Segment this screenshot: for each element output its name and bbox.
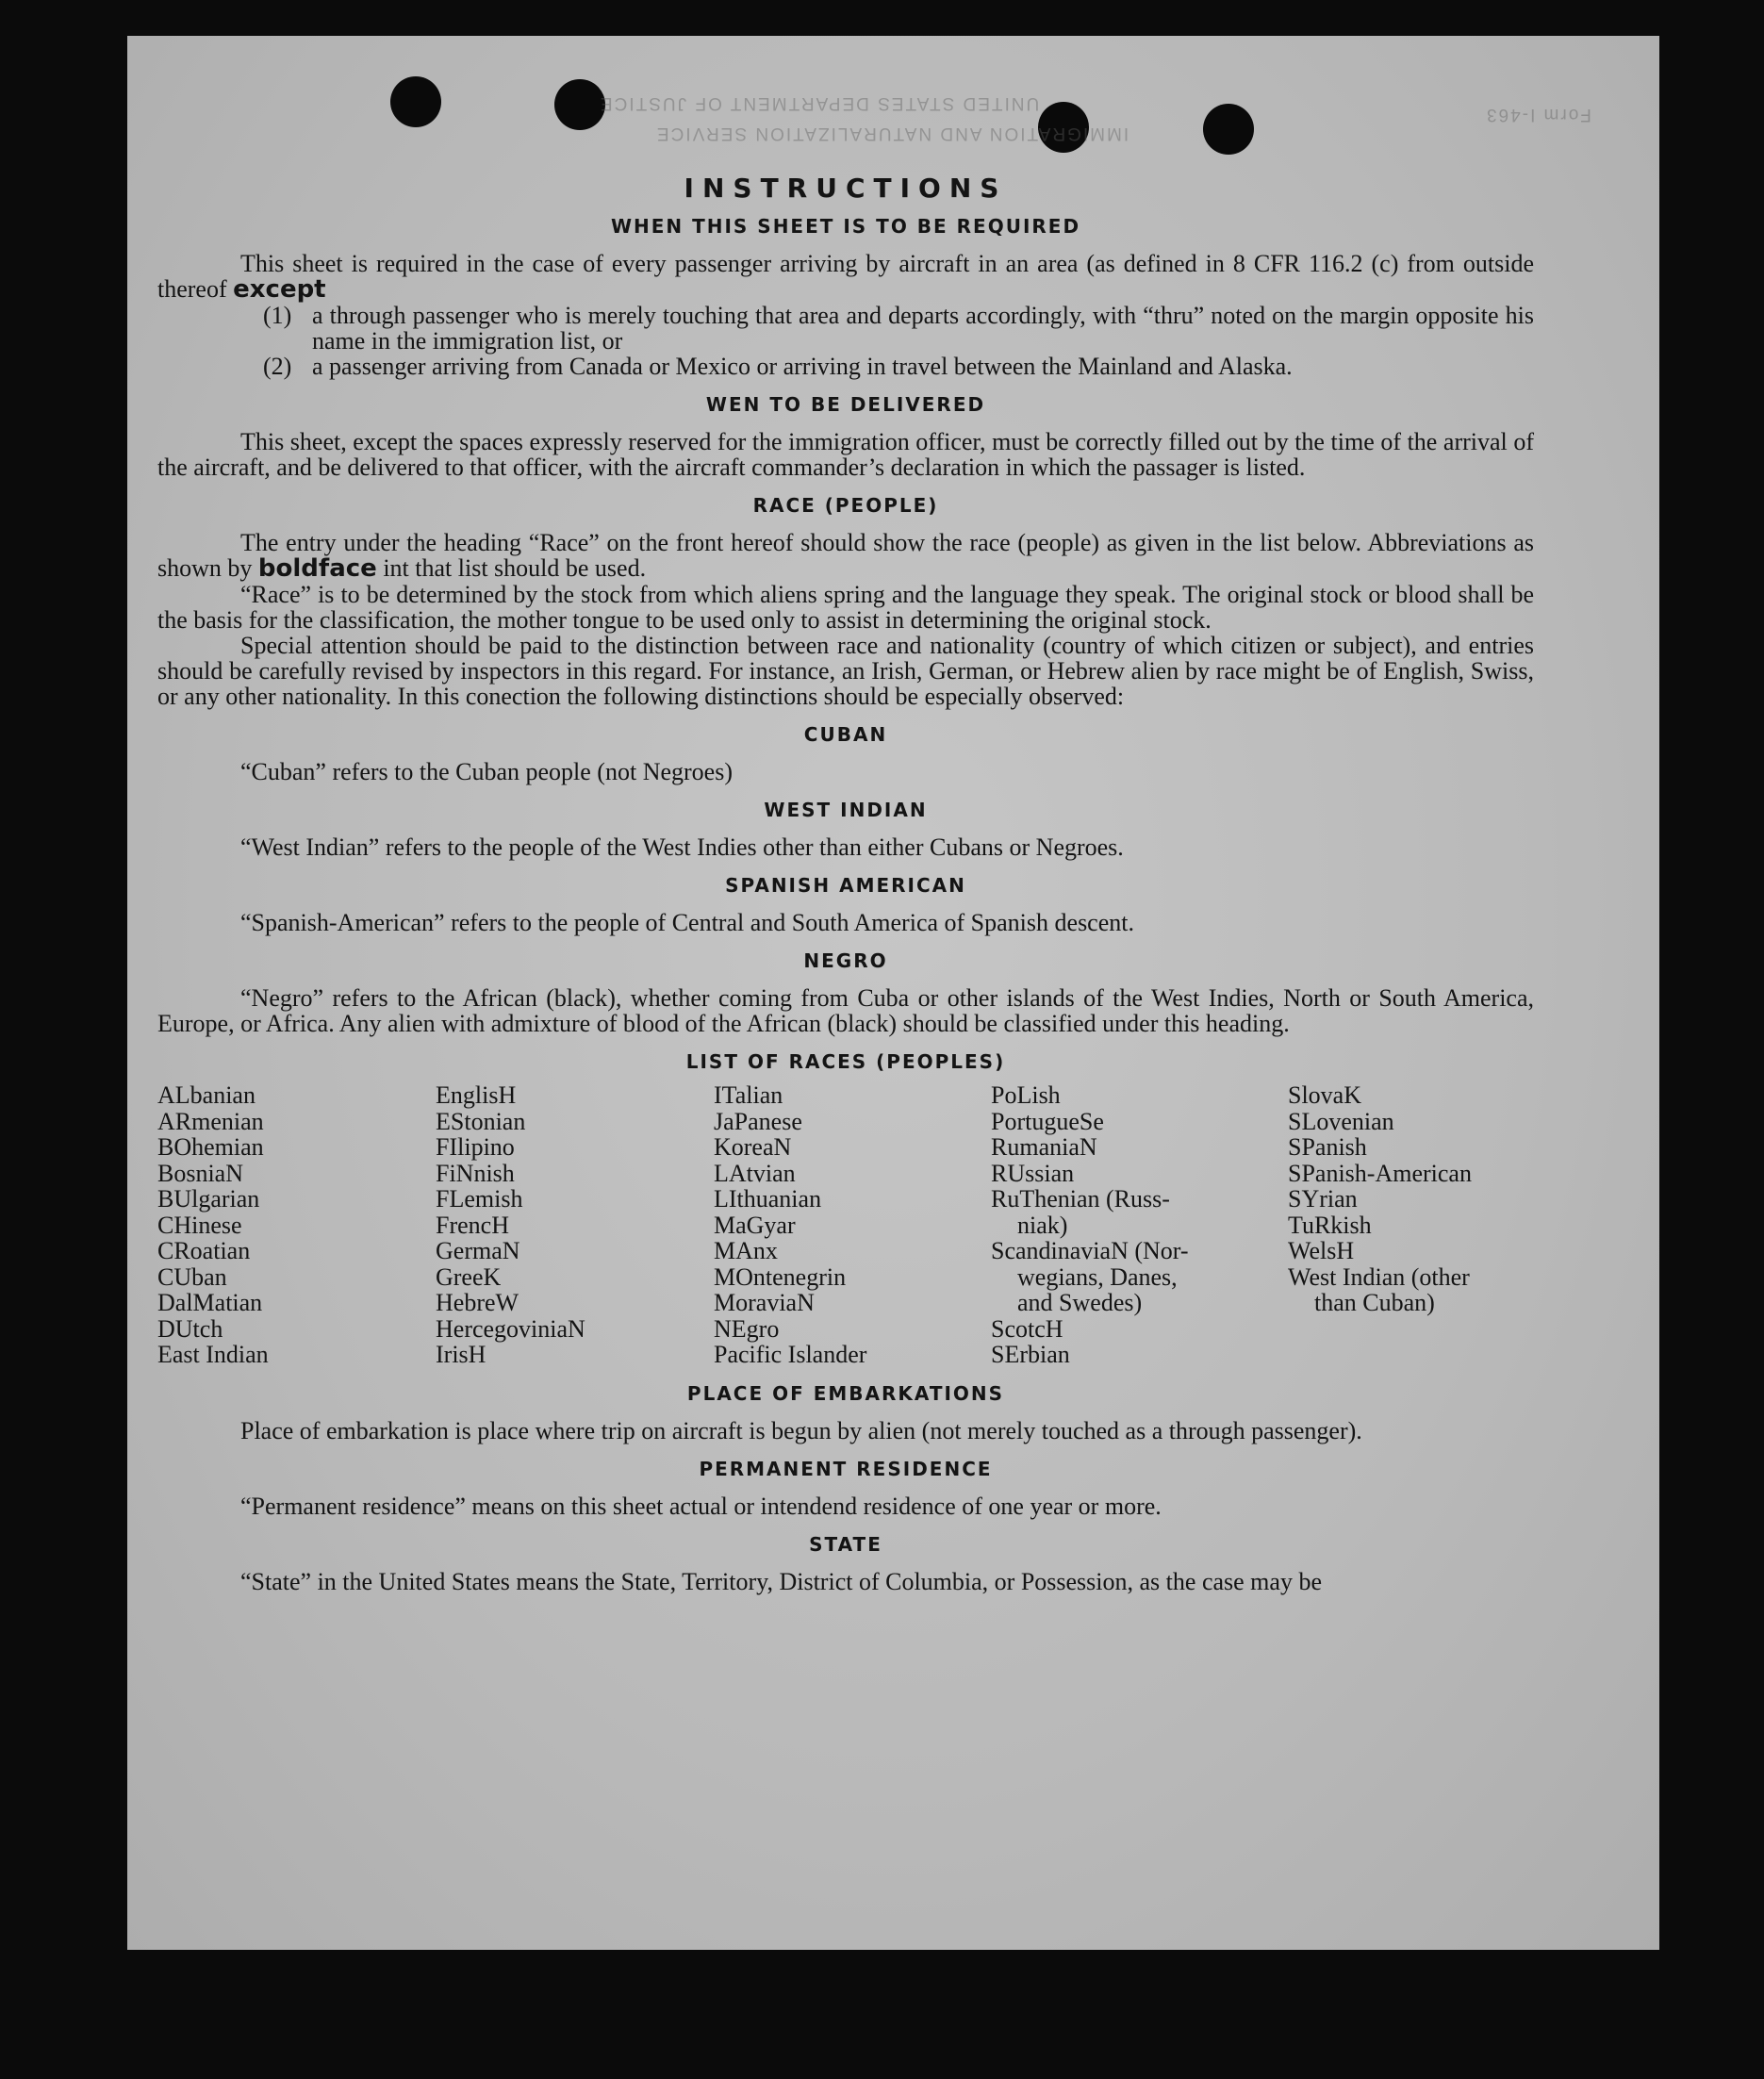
race-entry: East Indian	[157, 1341, 269, 1368]
race-entry: SPanish-American	[1288, 1159, 1472, 1187]
paragraph-state: “State” in the United States means the State, Territory, District of Columbia, or Possession, as the case may be	[240, 1567, 1322, 1595]
races-list	[157, 1082, 1534, 1368]
race-entry: NEgro	[714, 1314, 780, 1343]
paragraph-negro: “Negro” refers to the African (black), whether coming from Cuba or other islands of the West Indies, North or South America, Europe, or Africa. Any alien with admixture of blood of the African (black) should be classified under this heading.	[157, 984, 1534, 1037]
heading-embarkation: PLACE OF EMBARKATIONS	[686, 1381, 1005, 1405]
heading-cuban: CUBAN	[803, 723, 888, 746]
race-entry: FIlipino	[436, 1133, 515, 1161]
race-entry: West Indian (other	[1288, 1262, 1470, 1291]
heading-negro: NEGRO	[803, 949, 888, 972]
paragraph-race-2: “Race” is to be determined by the stock from which aliens spring and the language they speak. The original stock or blood shall be the basis for the classification, the mother tongue to be used only to assist in determining the original stock.	[157, 581, 1534, 634]
race-entry: PoLish	[991, 1081, 1061, 1109]
race-entry: DalMatian	[157, 1289, 263, 1316]
race-entry: ALbanian	[157, 1081, 256, 1109]
page-title: INSTRUCTIONS	[684, 173, 1008, 204]
race-entry: niak)	[1017, 1211, 1068, 1239]
races-column	[1288, 1082, 1533, 1368]
race-entry: BUlgarian	[157, 1185, 260, 1213]
race-entry: GreeK	[436, 1262, 502, 1291]
punch-hole	[390, 76, 441, 127]
race-entry: MOntenegrin	[714, 1262, 847, 1291]
race-entry: CUban	[157, 1262, 227, 1291]
race-entry: ITalian	[714, 1081, 783, 1109]
paragraph-embarkation: Place of embarkation is place where trip on aircraft is begun by alien (not merely touched as a through passenger).	[240, 1416, 1362, 1444]
paragraph-cuban: “Cuban” refers to the Cuban people (not Negroes)	[240, 758, 733, 785]
races-column	[157, 1082, 436, 1368]
race-entry: CHinese	[157, 1211, 242, 1239]
race-entry: and Swedes)	[1017, 1289, 1143, 1316]
paragraph-west-indian: “West Indian” refers to the people of the West Indies other than either Cubans or Negroes.	[240, 833, 1124, 861]
race-entry: JaPanese	[714, 1107, 802, 1135]
race-entry: ScotcH	[991, 1314, 1063, 1343]
emphasis-except: except	[233, 275, 326, 304]
paragraph-permanent-residence: “Permanent residence” means on this sheet actual or intendend residence of one year or more.	[240, 1492, 1162, 1520]
race-entry: BOhemian	[157, 1133, 264, 1161]
list-item: (1) a through passenger who is merely touching that area and departs accordingly, with “thru” noted on the margin opposite his name in the immigration list, or	[263, 302, 1534, 355]
list-item: (2) a passenger arriving from Canada or Mexico or arriving in travel between the Mainland and Alaska.	[263, 353, 1293, 380]
race-entry: FiNnish	[436, 1159, 515, 1187]
race-entry: CRoatian	[157, 1237, 251, 1264]
race-entry: FrencH	[436, 1211, 509, 1239]
bleed-through-agency-line2: IMMIGRATION AND NATURALIZATION SERVICE	[655, 124, 1129, 143]
race-entry: KoreaN	[714, 1133, 792, 1161]
race-entry: SLovenian	[1288, 1107, 1394, 1135]
race-entry: GermaN	[436, 1237, 520, 1264]
race-entry: LIthuanian	[714, 1185, 822, 1213]
races-column	[436, 1082, 714, 1368]
paragraph-delivered: This sheet, except the spaces expressly reserved for the immigration officer, must be correctly filled out by the time of the arrival of the aircraft, and be delivered to that officer, with the aircraft commander’s declaration in which the passager is listed.	[157, 428, 1534, 481]
paragraph-required: This sheet is required in the case of every passenger arriving by aircraft in an area (as defined in 8 CFR 116.2 (c) from outside thereof except	[157, 250, 1534, 304]
race-entry: MaGyar	[714, 1211, 796, 1239]
race-entry: PortugueSe	[991, 1107, 1104, 1135]
race-entry: WelsH	[1288, 1237, 1355, 1264]
emphasis-boldface: boldface	[257, 554, 377, 583]
race-entry: HebreW	[436, 1289, 519, 1316]
race-entry: EnglisH	[436, 1081, 517, 1109]
paragraph-race-1: The entry under the heading “Race” on the front hereof should show the race (people) as given in the list below. Abbreviations as shown by boldface int that list should be used.	[157, 529, 1534, 583]
race-entry: FLemish	[436, 1185, 523, 1213]
race-entry: EStonian	[436, 1107, 526, 1135]
race-entry: HercegoviniaN	[436, 1314, 585, 1343]
race-entry: than Cuban)	[1314, 1289, 1435, 1316]
race-entry: ScandinaviaN (Nor-	[991, 1237, 1189, 1264]
heading-list-of-races: LIST OF RACES (PEOPLES)	[685, 1050, 1006, 1073]
heading-west-indian: WEST INDIAN	[764, 799, 928, 821]
race-entry: RUssian	[991, 1159, 1075, 1187]
heading-race: RACE (PEOPLE)	[752, 494, 939, 517]
punch-hole	[554, 79, 605, 130]
race-entry: DUtch	[157, 1314, 223, 1343]
heading-state: STATE	[809, 1532, 882, 1556]
paragraph-spanish-american: “Spanish-American” refers to the people of Central and South America of Spanish descent.	[240, 909, 1134, 936]
punch-hole	[1203, 104, 1254, 155]
race-entry: MoraviaN	[714, 1289, 815, 1316]
races-column	[714, 1082, 991, 1368]
race-entry: RumaniaN	[991, 1133, 1097, 1161]
races-column	[991, 1082, 1288, 1368]
document-sheet	[127, 36, 1659, 1950]
bleed-through-form-number: Form I-463	[1485, 105, 1591, 124]
race-entry: Pacific Islander	[714, 1341, 867, 1368]
heading-when-required: WHEN THIS SHEET IS TO BE REQUIRED	[610, 215, 1081, 238]
heading-spanish-american: SPANISH AMERICAN	[725, 874, 966, 897]
race-entry: SErbian	[991, 1341, 1070, 1368]
race-entry: ARmenian	[157, 1107, 264, 1135]
race-entry: TuRkish	[1288, 1211, 1372, 1239]
race-entry: SYrian	[1288, 1185, 1358, 1213]
heading-permanent-residence: PERMANENT RESIDENCE	[699, 1457, 993, 1480]
heading-when-delivered: WEN TO BE DELIVERED	[705, 393, 986, 416]
paragraph-race-3: Special attention should be paid to the distinction between race and nationality (country of which citizen or subject), and entries should be carefully revised by inspectors in this regard. For instance, an Irish, German, or Hebrew alien by race might be of English, Swiss, or any other nationality. In this conection the following distinctions should be especially observed:	[157, 632, 1534, 710]
race-entry: SPanish	[1288, 1133, 1367, 1161]
race-entry: LAtvian	[714, 1159, 796, 1187]
race-entry: SlovaK	[1288, 1081, 1361, 1109]
race-entry: MAnx	[714, 1237, 778, 1264]
race-entry: wegians, Danes,	[1017, 1262, 1178, 1291]
race-entry: BosniaN	[157, 1159, 243, 1187]
bleed-through-agency-line1: UNITED STATES DEPARTMENT OF JUSTICE	[599, 93, 1040, 113]
instructions-body	[157, 175, 1534, 1594]
race-entry: IrisH	[436, 1341, 486, 1368]
race-entry: RuThenian (Russ-	[991, 1185, 1170, 1213]
